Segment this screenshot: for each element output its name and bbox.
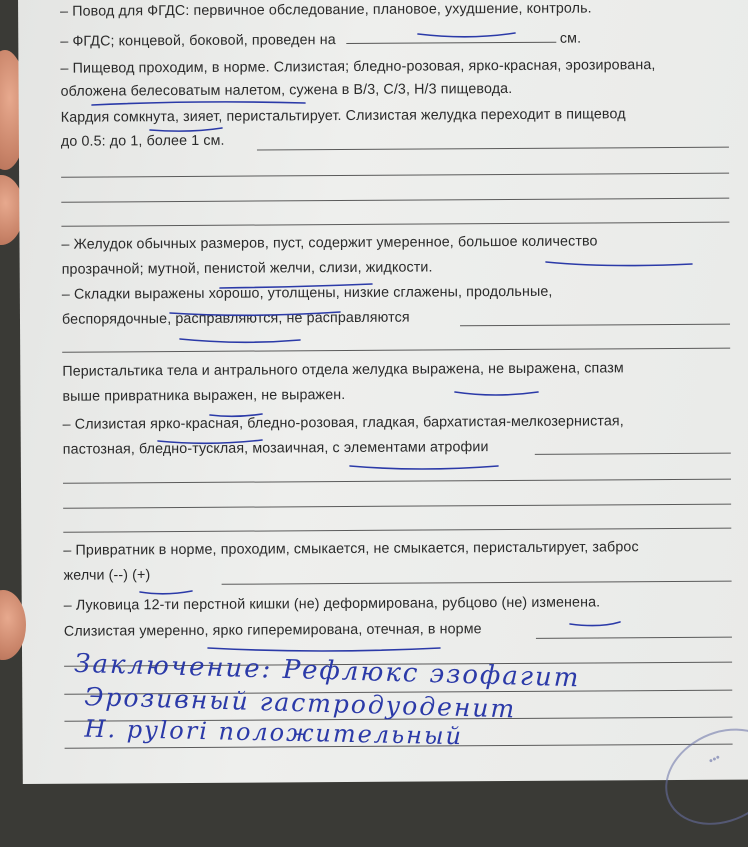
blank-line[interactable] <box>63 528 731 533</box>
form-line-bulb-2: Слизистая умеренно, ярко гиперемирована, отечная, в норме <box>63 621 482 640</box>
blank-line[interactable] <box>63 479 731 484</box>
handwritten-conclusion-line3: Н. pylori положительный <box>84 714 464 751</box>
clinic-stamp: ••• <box>649 710 748 843</box>
form-line-bulb: – Луковица 12-ти перстной кишки (не) деформирована, рубцово (не) изменена. <box>63 594 601 614</box>
form-line-cardia: Кардия сомкнута, зияет, перистальтирует. Слизистая желудка переходит в пищевод <box>60 106 626 126</box>
form-line-esophagus-2: обложена белесоватым налетом, сужена в В/3, С/3, Н/3 пищевода. <box>60 80 513 100</box>
blank-line[interactable] <box>63 504 731 509</box>
blank-line[interactable] <box>61 198 729 203</box>
cardia-distance-text: до 0.5: до 1, более 1 см. <box>60 132 225 150</box>
blank-line[interactable] <box>535 453 731 455</box>
form-line-reason: – Повод для ФГДС: первичное обследование, плановое, ухудшение, контроль. <box>60 0 592 20</box>
form-line-pylorus: – Привратник в норме, проходим, смыкается, не смыкается, перистальтирует, заброс <box>63 539 639 559</box>
form-line-egds <box>60 30 730 50</box>
egds-unit: см. <box>559 30 582 47</box>
blank-line[interactable] <box>61 222 729 227</box>
form-line-stomach-2: прозрачной; мутной, пенистой желчи, слизи, жидкости. <box>61 259 433 278</box>
form-line-folds: – Складки выражены хорошо, утолщены, низкие сглажены, продольные, <box>61 283 553 303</box>
form-line-folds-2: беспорядочные, расправляются, не расправляются <box>61 309 410 328</box>
form-line-pylorus-2: желчи (--) (+) <box>63 567 151 584</box>
blank-line[interactable] <box>62 348 730 353</box>
form-line-esophagus: – Пищевод проходим, в норме. Слизистая; бледно-розовая, ярко-красная, эрозирована, <box>60 57 656 77</box>
egds-depth-blank[interactable] <box>346 41 556 44</box>
handwritten-conclusion-line1: Заключение: Рефлюкс эзофагит <box>73 648 581 694</box>
blank-line[interactable] <box>536 637 732 639</box>
form-line-egds-text: – ФГДС; концевой, боковой, проведен на <box>60 32 336 50</box>
form-line-stomach: – Желудок обычных размеров, пуст, содержит умеренное, большое количество <box>61 233 598 253</box>
handwritten-conclusion-line2: Эрозивный гастродуоденит <box>84 682 517 724</box>
form-line-peristalsis-2: выше привратника выражен, не выражен. <box>62 387 346 405</box>
form-line-mucosa-2: пастозная, бледно-тусклая, мозаичная, с элементами атрофии <box>62 439 489 458</box>
form-line-mucosa: – Слизистая ярко-красная, бледно-розовая, гладкая, бархатистая-мелкозернистая, <box>62 413 624 433</box>
blank-line[interactable] <box>61 173 729 178</box>
form-line-peristalsis: Перистальтика тела и антрального отдела желудка выражена, не выражена, спазм <box>62 360 624 380</box>
medical-form-sheet <box>18 0 748 784</box>
